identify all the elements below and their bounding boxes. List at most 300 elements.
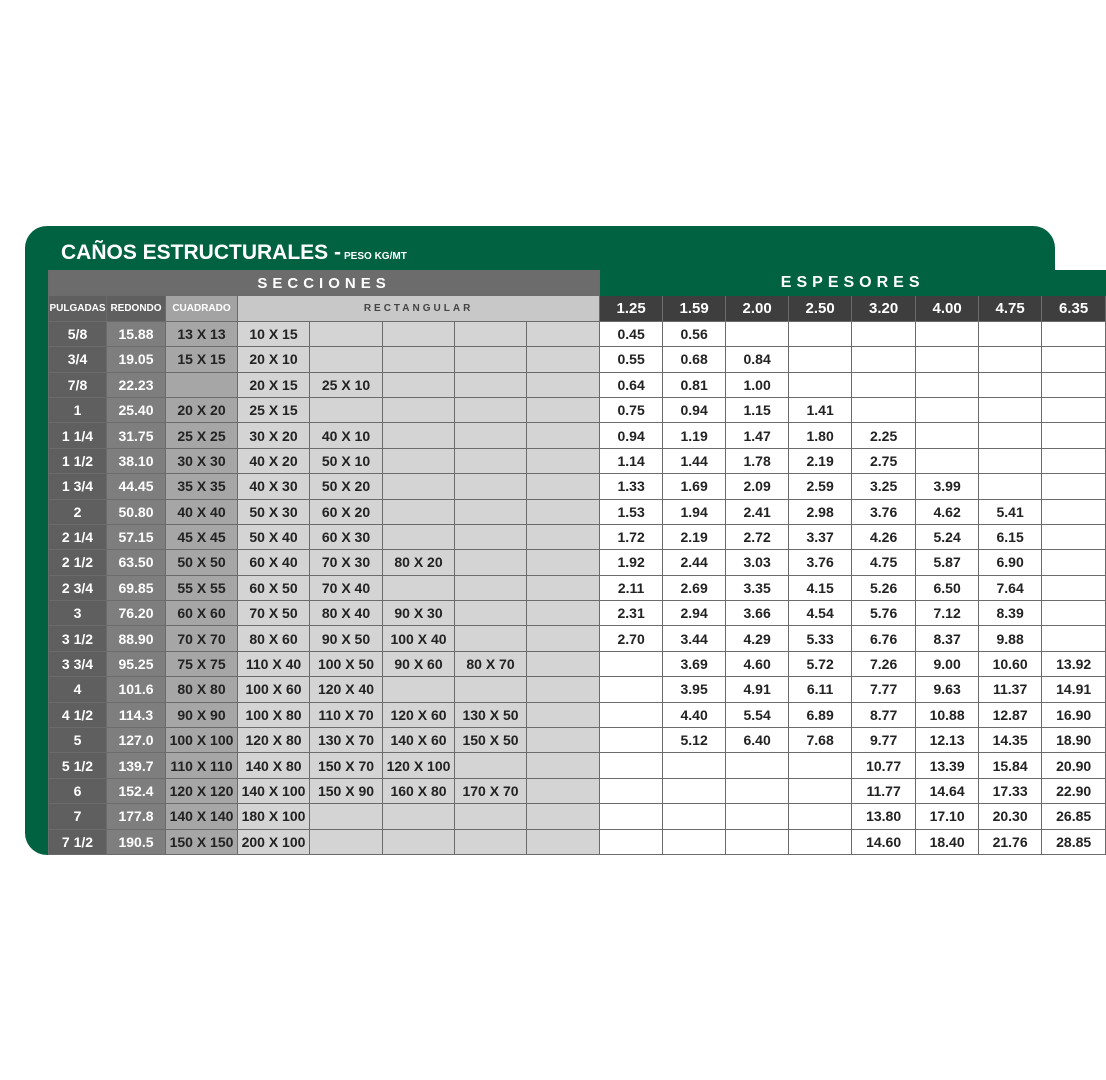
rectangular-cell [527, 397, 600, 422]
table-row [49, 626, 1106, 651]
page-title [61, 241, 407, 265]
weight-cell: 9.88 [979, 626, 1042, 651]
rectangular-cell [383, 524, 455, 549]
redondo-cell: 114.3 [107, 702, 166, 727]
rectangular-cell: 60 X 50 [238, 575, 310, 600]
weight-cell [1042, 321, 1106, 346]
weight-cell [789, 804, 852, 829]
rectangular-cell: 40 X 30 [238, 474, 310, 499]
weight-cell [600, 804, 663, 829]
header-row-1 [49, 271, 1106, 296]
weight-cell [852, 347, 916, 372]
weight-cell [726, 829, 789, 854]
weight-cell: 0.64 [600, 372, 663, 397]
weight-cell: 5.26 [852, 575, 916, 600]
cuadrado-cell: 70 X 70 [166, 626, 238, 651]
cuadrado-cell: 140 X 140 [166, 804, 238, 829]
rectangular-cell [527, 702, 600, 727]
rectangular-cell: 110 X 40 [238, 651, 310, 676]
weight-cell: 2.11 [600, 575, 663, 600]
weight-cell [789, 753, 852, 778]
pulgadas-cell: 4 [49, 677, 107, 702]
rectangular-cell: 180 X 100 [238, 804, 310, 829]
cuadrado-cell: 35 X 35 [166, 474, 238, 499]
pulgadas-cell: 2 1/2 [49, 550, 107, 575]
thickness-header: 1.59 [663, 296, 726, 321]
weight-cell [852, 372, 916, 397]
rectangular-cell [527, 499, 600, 524]
weight-cell: 8.39 [979, 601, 1042, 626]
weight-cell: 5.12 [663, 728, 726, 753]
weight-cell: 0.55 [600, 347, 663, 372]
rectangular-cell [527, 829, 600, 854]
weight-cell: 9.00 [916, 651, 979, 676]
rectangular-cell: 50 X 10 [310, 448, 383, 473]
rectangular-cell [527, 677, 600, 702]
rectangular-cell: 50 X 40 [238, 524, 310, 549]
pulgadas-cell: 3 3/4 [49, 651, 107, 676]
pulgadas-cell: 3 1/2 [49, 626, 107, 651]
rectangular-header: RECTANGULAR [238, 296, 600, 321]
weight-cell [852, 321, 916, 346]
weight-cell [726, 804, 789, 829]
redondo-cell: 139.7 [107, 753, 166, 778]
thickness-header: 2.50 [789, 296, 852, 321]
rectangular-cell [455, 601, 527, 626]
rectangular-cell: 10 X 15 [238, 321, 310, 346]
weight-cell [852, 397, 916, 422]
pulgadas-cell: 3/4 [49, 347, 107, 372]
weight-cell: 1.14 [600, 448, 663, 473]
weight-cell: 22.90 [1042, 778, 1106, 803]
rectangular-cell [455, 372, 527, 397]
pulgadas-cell: 5/8 [49, 321, 107, 346]
rectangular-cell: 130 X 70 [310, 728, 383, 753]
weight-cell: 1.15 [726, 397, 789, 422]
weight-cell [600, 829, 663, 854]
table-row [49, 423, 1106, 448]
table-row [49, 651, 1106, 676]
weight-cell [663, 829, 726, 854]
rectangular-cell [383, 448, 455, 473]
weight-cell [1042, 575, 1106, 600]
weight-cell: 2.72 [726, 524, 789, 549]
weight-cell: 2.75 [852, 448, 916, 473]
pulgadas-cell: 2 3/4 [49, 575, 107, 600]
weight-cell: 6.89 [789, 702, 852, 727]
rectangular-cell [455, 423, 527, 448]
weight-cell: 3.03 [726, 550, 789, 575]
weight-cell: 3.44 [663, 626, 726, 651]
weight-cell [979, 321, 1042, 346]
weight-cell [663, 778, 726, 803]
rectangular-cell [527, 778, 600, 803]
weight-cell [1042, 397, 1106, 422]
weight-cell [916, 321, 979, 346]
pulgadas-cell: 2 [49, 499, 107, 524]
rectangular-cell [527, 524, 600, 549]
redondo-cell: 31.75 [107, 423, 166, 448]
rectangular-cell: 50 X 20 [310, 474, 383, 499]
rectangular-cell: 200 X 100 [238, 829, 310, 854]
rectangular-cell [455, 499, 527, 524]
rectangular-cell [455, 347, 527, 372]
rectangular-cell [455, 397, 527, 422]
weight-cell [979, 347, 1042, 372]
rectangular-cell: 80 X 70 [455, 651, 527, 676]
thickness-header: 3.20 [852, 296, 916, 321]
rectangular-cell: 140 X 100 [238, 778, 310, 803]
weight-cell: 12.87 [979, 702, 1042, 727]
table-row [49, 804, 1106, 829]
weight-cell: 2.19 [789, 448, 852, 473]
rectangular-cell [527, 575, 600, 600]
title-text: CAÑOS ESTRUCTURALES - [61, 241, 342, 264]
table-row [49, 524, 1106, 549]
weight-cell [1042, 626, 1106, 651]
weight-cell: 13.92 [1042, 651, 1106, 676]
weight-cell: 6.15 [979, 524, 1042, 549]
weight-cell: 1.00 [726, 372, 789, 397]
weight-cell: 3.76 [852, 499, 916, 524]
weight-cell: 14.91 [1042, 677, 1106, 702]
weight-cell [979, 423, 1042, 448]
weight-cell: 10.77 [852, 753, 916, 778]
weight-cell: 0.81 [663, 372, 726, 397]
pulgadas-cell: 1 1/2 [49, 448, 107, 473]
redondo-header: REDONDO [107, 296, 166, 321]
weight-cell: 4.54 [789, 601, 852, 626]
redondo-cell: 25.40 [107, 397, 166, 422]
redondo-cell: 22.23 [107, 372, 166, 397]
rectangular-cell [383, 347, 455, 372]
rectangular-cell [527, 321, 600, 346]
rectangular-cell: 90 X 60 [383, 651, 455, 676]
rectangular-cell [527, 474, 600, 499]
rectangular-cell: 70 X 30 [310, 550, 383, 575]
weight-cell: 18.90 [1042, 728, 1106, 753]
weight-cell: 5.76 [852, 601, 916, 626]
rectangular-cell [310, 347, 383, 372]
weight-cell: 15.84 [979, 753, 1042, 778]
cuadrado-cell: 50 X 50 [166, 550, 238, 575]
weight-cell: 8.37 [916, 626, 979, 651]
weight-cell: 1.78 [726, 448, 789, 473]
pulgadas-cell: 6 [49, 778, 107, 803]
rectangular-cell [527, 372, 600, 397]
rectangular-cell: 25 X 10 [310, 372, 383, 397]
redondo-cell: 95.25 [107, 651, 166, 676]
rectangular-cell [527, 601, 600, 626]
weight-cell: 2.59 [789, 474, 852, 499]
header-row-2 [49, 296, 1106, 321]
redondo-cell: 19.05 [107, 347, 166, 372]
rectangular-cell: 100 X 60 [238, 677, 310, 702]
redondo-cell: 44.45 [107, 474, 166, 499]
rectangular-cell: 160 X 80 [383, 778, 455, 803]
pulgadas-cell: 4 1/2 [49, 702, 107, 727]
weight-cell: 21.76 [979, 829, 1042, 854]
rectangular-cell: 90 X 50 [310, 626, 383, 651]
weight-cell: 13.80 [852, 804, 916, 829]
weight-cell: 4.62 [916, 499, 979, 524]
table-row [49, 321, 1106, 346]
cuadrado-cell: 120 X 120 [166, 778, 238, 803]
cuadrado-cell: 25 X 25 [166, 423, 238, 448]
rectangular-cell [527, 347, 600, 372]
rectangular-cell [310, 321, 383, 346]
weight-cell: 5.33 [789, 626, 852, 651]
rectangular-cell [383, 677, 455, 702]
weight-cell: 4.60 [726, 651, 789, 676]
rectangular-cell [455, 321, 527, 346]
weight-cell [600, 702, 663, 727]
weight-cell: 6.76 [852, 626, 916, 651]
weight-cell [1042, 550, 1106, 575]
rectangular-cell: 110 X 70 [310, 702, 383, 727]
weight-cell: 4.29 [726, 626, 789, 651]
cuadrado-cell: 55 X 55 [166, 575, 238, 600]
weight-cell [1042, 524, 1106, 549]
rectangular-cell [383, 423, 455, 448]
weight-cell [726, 778, 789, 803]
weight-cell [789, 347, 852, 372]
cuadrado-cell: 100 X 100 [166, 728, 238, 753]
cuadrado-cell: 75 X 75 [166, 651, 238, 676]
weight-cell [979, 372, 1042, 397]
weight-cell: 10.60 [979, 651, 1042, 676]
rectangular-cell: 40 X 10 [310, 423, 383, 448]
rectangular-cell: 80 X 40 [310, 601, 383, 626]
pulgadas-cell: 1 1/4 [49, 423, 107, 448]
pulgadas-cell: 3 [49, 601, 107, 626]
weight-cell: 1.47 [726, 423, 789, 448]
pulgadas-cell: 7 [49, 804, 107, 829]
weight-cell: 3.69 [663, 651, 726, 676]
rectangular-cell: 170 X 70 [455, 778, 527, 803]
weight-cell: 1.94 [663, 499, 726, 524]
cuadrado-cell: 90 X 90 [166, 702, 238, 727]
weight-cell: 13.39 [916, 753, 979, 778]
weight-cell: 4.15 [789, 575, 852, 600]
rectangular-cell: 100 X 40 [383, 626, 455, 651]
redondo-cell: 152.4 [107, 778, 166, 803]
rectangular-cell: 20 X 10 [238, 347, 310, 372]
weight-cell: 11.77 [852, 778, 916, 803]
weight-cell: 6.40 [726, 728, 789, 753]
weight-cell: 4.26 [852, 524, 916, 549]
thickness-header: 4.00 [916, 296, 979, 321]
cuadrado-header: CUADRADO [166, 296, 238, 321]
rectangular-cell [527, 651, 600, 676]
weight-cell [1042, 474, 1106, 499]
thickness-header: 4.75 [979, 296, 1042, 321]
rectangular-cell: 60 X 30 [310, 524, 383, 549]
weight-cell: 5.24 [916, 524, 979, 549]
table-row [49, 601, 1106, 626]
pulgadas-header: PULGADAS [49, 296, 107, 321]
redondo-cell: 190.5 [107, 829, 166, 854]
weight-cell: 16.90 [1042, 702, 1106, 727]
weight-cell [1042, 372, 1106, 397]
table-body [49, 321, 1106, 854]
rectangular-cell: 150 X 70 [310, 753, 383, 778]
table-row [49, 499, 1106, 524]
weight-cell: 3.35 [726, 575, 789, 600]
weight-cell: 9.63 [916, 677, 979, 702]
rectangular-cell [527, 753, 600, 778]
secciones-header: SECCIONES [49, 271, 600, 296]
weight-cell: 2.31 [600, 601, 663, 626]
rectangular-cell [527, 626, 600, 651]
weight-cell: 1.19 [663, 423, 726, 448]
redondo-cell: 15.88 [107, 321, 166, 346]
rectangular-cell: 20 X 15 [238, 372, 310, 397]
weight-cell [1042, 448, 1106, 473]
weight-cell: 1.41 [789, 397, 852, 422]
weight-cell [1042, 347, 1106, 372]
weight-cell [726, 321, 789, 346]
rectangular-cell [310, 829, 383, 854]
weight-cell: 2.19 [663, 524, 726, 549]
weight-cell: 9.77 [852, 728, 916, 753]
weight-cell [600, 728, 663, 753]
rectangular-cell: 60 X 40 [238, 550, 310, 575]
cuadrado-cell: 13 X 13 [166, 321, 238, 346]
weight-cell: 5.41 [979, 499, 1042, 524]
rectangular-cell: 120 X 80 [238, 728, 310, 753]
redondo-cell: 69.85 [107, 575, 166, 600]
weight-cell [600, 778, 663, 803]
weight-cell [916, 347, 979, 372]
rectangular-cell: 80 X 20 [383, 550, 455, 575]
weight-cell: 10.88 [916, 702, 979, 727]
rectangular-cell [383, 804, 455, 829]
thickness-header: 1.25 [600, 296, 663, 321]
weight-cell: 17.10 [916, 804, 979, 829]
weight-cell [789, 372, 852, 397]
rectangular-cell [383, 499, 455, 524]
weight-cell: 14.60 [852, 829, 916, 854]
weight-cell: 26.85 [1042, 804, 1106, 829]
cuadrado-cell: 40 X 40 [166, 499, 238, 524]
weight-cell [916, 423, 979, 448]
weight-cell: 18.40 [916, 829, 979, 854]
weight-cell: 2.98 [789, 499, 852, 524]
weight-cell [663, 804, 726, 829]
weight-cell [726, 753, 789, 778]
cuadrado-cell: 45 X 45 [166, 524, 238, 549]
weight-cell: 17.33 [979, 778, 1042, 803]
rectangular-cell: 90 X 30 [383, 601, 455, 626]
table-row [49, 347, 1106, 372]
weight-cell: 1.53 [600, 499, 663, 524]
weight-cell: 1.44 [663, 448, 726, 473]
weight-cell: 4.75 [852, 550, 916, 575]
rectangular-cell: 60 X 20 [310, 499, 383, 524]
rectangular-cell [383, 372, 455, 397]
table-row [49, 829, 1106, 854]
weight-cell [979, 397, 1042, 422]
weight-cell [789, 829, 852, 854]
weights-table [48, 270, 1106, 855]
weight-cell: 12.13 [916, 728, 979, 753]
rectangular-cell: 150 X 50 [455, 728, 527, 753]
rectangular-cell [455, 677, 527, 702]
rectangular-cell [455, 575, 527, 600]
rectangular-cell [455, 474, 527, 499]
rectangular-cell: 80 X 60 [238, 626, 310, 651]
thickness-header: 6.35 [1042, 296, 1106, 321]
weight-cell: 2.25 [852, 423, 916, 448]
redondo-cell: 76.20 [107, 601, 166, 626]
cuadrado-cell [166, 372, 238, 397]
rectangular-cell: 120 X 100 [383, 753, 455, 778]
weight-cell: 7.64 [979, 575, 1042, 600]
weight-cell [789, 321, 852, 346]
redondo-cell: 101.6 [107, 677, 166, 702]
rectangular-cell: 40 X 20 [238, 448, 310, 473]
weight-cell: 2.69 [663, 575, 726, 600]
redondo-cell: 63.50 [107, 550, 166, 575]
table-row [49, 474, 1106, 499]
weight-cell: 5.54 [726, 702, 789, 727]
weight-cell [1042, 499, 1106, 524]
rectangular-cell: 30 X 20 [238, 423, 310, 448]
table-row [49, 550, 1106, 575]
pulgadas-cell: 7/8 [49, 372, 107, 397]
pulgadas-cell: 1 [49, 397, 107, 422]
weight-cell: 3.99 [916, 474, 979, 499]
rectangular-cell: 140 X 60 [383, 728, 455, 753]
weight-cell [916, 448, 979, 473]
weight-cell: 20.90 [1042, 753, 1106, 778]
cuadrado-cell: 60 X 60 [166, 601, 238, 626]
table-row [49, 728, 1106, 753]
cuadrado-cell: 20 X 20 [166, 397, 238, 422]
cuadrado-cell: 30 X 30 [166, 448, 238, 473]
table-row [49, 372, 1106, 397]
weight-cell [600, 677, 663, 702]
weight-cell: 1.33 [600, 474, 663, 499]
weight-cell: 11.37 [979, 677, 1042, 702]
rectangular-cell [383, 575, 455, 600]
rectangular-cell: 120 X 40 [310, 677, 383, 702]
weight-cell: 8.77 [852, 702, 916, 727]
weight-cell: 28.85 [1042, 829, 1106, 854]
weight-cell [600, 753, 663, 778]
weight-cell: 3.25 [852, 474, 916, 499]
weight-cell: 7.12 [916, 601, 979, 626]
weight-cell: 4.40 [663, 702, 726, 727]
weight-cell: 0.94 [600, 423, 663, 448]
weight-cell: 0.75 [600, 397, 663, 422]
weight-cell: 4.91 [726, 677, 789, 702]
weight-cell: 14.35 [979, 728, 1042, 753]
rectangular-cell: 130 X 50 [455, 702, 527, 727]
rectangular-cell: 70 X 40 [310, 575, 383, 600]
rectangular-cell [455, 524, 527, 549]
pulgadas-cell: 5 1/2 [49, 753, 107, 778]
table-row [49, 778, 1106, 803]
weight-cell [600, 651, 663, 676]
weight-cell: 3.76 [789, 550, 852, 575]
rectangular-cell [455, 448, 527, 473]
weight-cell: 0.94 [663, 397, 726, 422]
rectangular-cell [383, 321, 455, 346]
rectangular-cell [527, 448, 600, 473]
weight-cell [1042, 601, 1106, 626]
